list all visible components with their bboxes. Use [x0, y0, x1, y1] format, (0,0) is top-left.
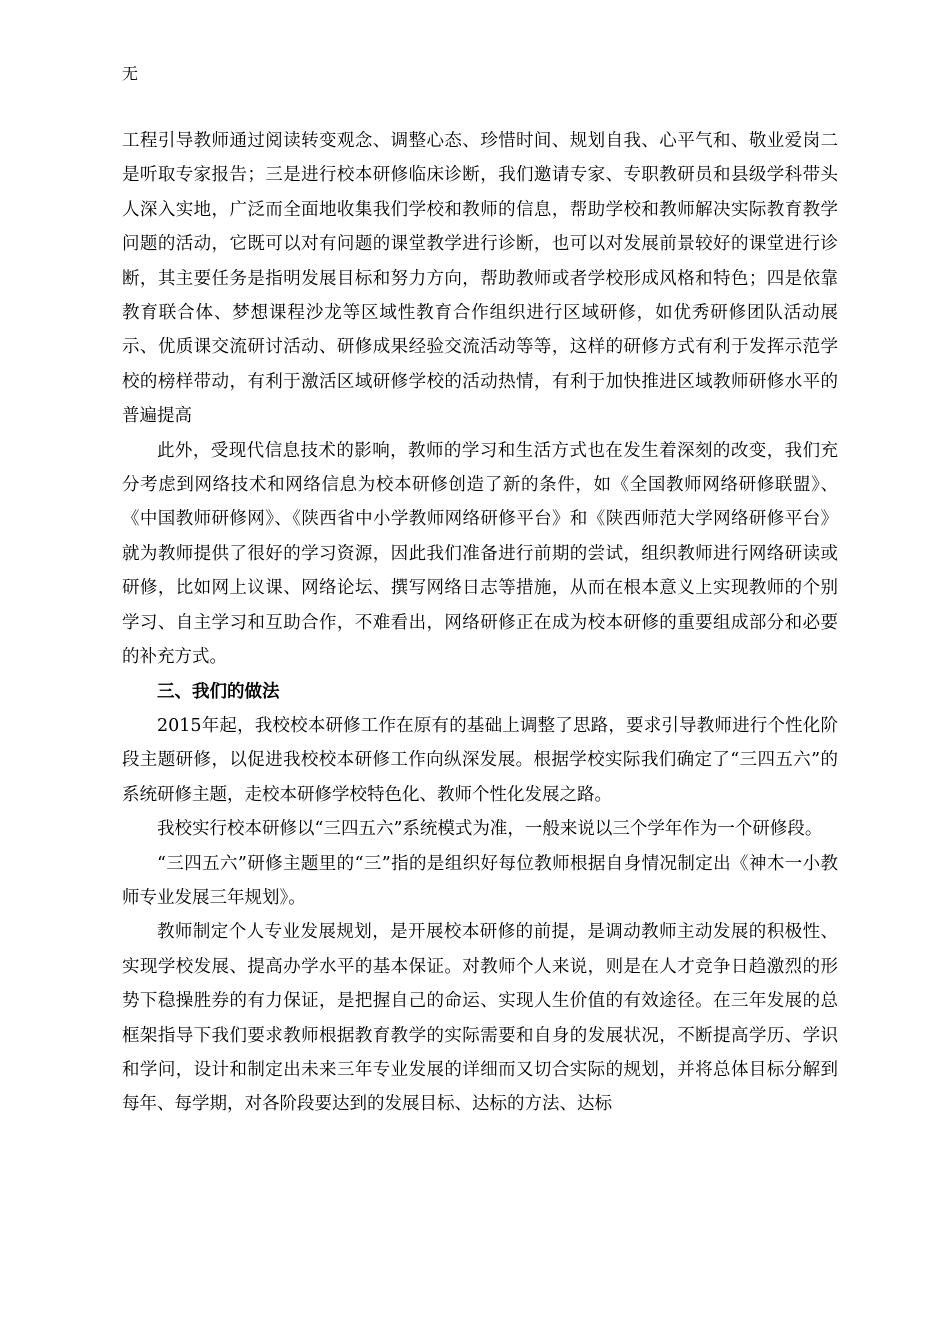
paragraph: 2015年起，我校校本研修工作在原有的基础上调整了思路，要求引导教师进行个性化阶段主题研修，以促进我校校本研修工作向纵深发展。根据学校实际我们确定了“三四五六”的系统研修主题，走校本研修学校特色化、教师个性化发展之路。 — [122, 715, 838, 805]
document-body — [122, 124, 838, 1122]
paragraph: 此外，受现代信息技术的影响，教师的学习和生活方式也在发生着深刻的改变，我们充分考虑到网络技术和网络信息为校本研修创造了新的条件，如《全国教师网络研修联盟》、《中国教师研修网》、《陕西省中小学教师网络研修平台》和《陕西师范大学网络研修平台》就为教师提供了很好的学习资源，因此我们准备进行前期的尝试，组织教师进行网络研读或研修，比如网上议课、网络论坛、撰写网络日志等措施，从而在根本意义上实现教师的个别学习、自主学习和互助合作，不难看出，网络研修正在成为校本研修的重要组成部分和必要的补充方式。 — [122, 440, 838, 668]
page-header: 无 — [122, 64, 139, 83]
section-heading: 三、我们的做法 — [157, 681, 280, 702]
paragraph: 工程引导教师通过阅读转变观念、调整心态、珍惜时间、规划自我、心平气和、敬业爱岗二是听取专家报告；三是进行校本研修临床诊断，我们邀请专家、专职教研员和县级学科带头人深入实地，广泛而全面地收集我们学校和教师的信息，帮助学校和教师解决实际教育教学问题的活动，它既可以对有问题的课堂教学进行诊断，也可以对发展前景较好的课堂进行诊断，其主要任务是指明发展目标和努力方向，帮助教师或者学校形成风格和特色；四是依靠教育联合体、梦想课程沙龙等区域性教育合作组织进行区域研修，如优秀研修团队活动展示、优质课交流研讨活动、研修成果经验交流活动等等，这样的研修方式有利于发挥示范学校的榜样带动，有利于激活区域研修学校的活动热情，有利于加快推进区域教师研修水平的普遍提高 — [122, 131, 838, 427]
paragraph: “三四五六”研修主题里的“三”指的是组织好每位教师根据自身情况制定出《神木一小教师专业发展三年规划》。 — [122, 853, 838, 908]
paragraph: 我校实行校本研修以“三四五六”系统模式为准，一般来说以三个学年作为一个研修段。 — [157, 819, 823, 840]
paragraph: 教师制定个人专业发展规划，是开展校本研修的前提，是调动教师主动发展的积极性、实现学校发展、提高办学水平的基本保证。对教师个人来说，则是在人才竞争日趋激烈的形势下稳操胜券的有力保证，是把握自己的命运、实现人生价值的有效途径。在三年发展的总框架指导下我们要求教师根据教育教学的实际需要和自身的发展状况，不断提高学历、学识和学问，设计和制定出未来三年专业发展的详细而又切合实际的规划，并将总体目标分解到每年、每学期，对各阶段要达到的发展目标、达标的方法、达标 — [122, 922, 838, 1115]
